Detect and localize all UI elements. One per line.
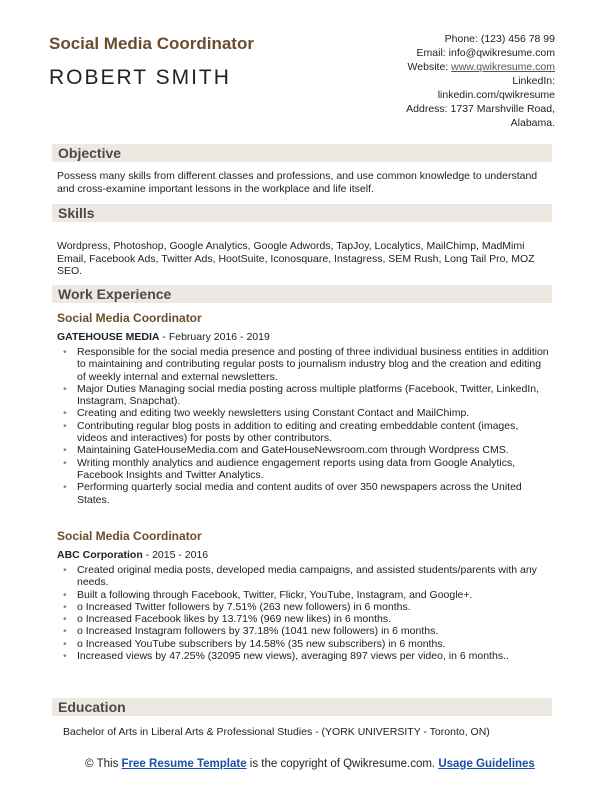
footer-middle: is the copyright of Qwikresume.com.: [246, 758, 439, 770]
contact-website: [305, 60, 555, 74]
job-bullets: [57, 564, 549, 662]
email-value[interactable]: info@qwikresume.com: [448, 47, 555, 59]
job-company-line: [57, 330, 549, 344]
section-objective-title: Objective: [58, 145, 122, 161]
bullet-item: • o Increased Instagram followers by 37.18% (1041 new followers) in 6 months.: [57, 625, 549, 637]
objective-text: Possess many skills from different classes and professions, and use common knowledge to understand and cross-examine important lessons in the workplace and life itself.: [57, 170, 538, 195]
contact-address: [305, 102, 555, 116]
section-education-header: [52, 698, 552, 716]
free-resume-template-link[interactable]: Free Resume Template: [121, 758, 247, 770]
website-link[interactable]: www.qwikresume.com: [451, 61, 555, 73]
job-entry: [57, 311, 549, 506]
skills-text: Wordpress, Photoshop, Google Analytics, Google Adwords, TapJoy, Localytics, MailChimp, MadMimi Email, Facebook Ads, Twitter Ads, HootSuite, Iconosquare, Instagress, SEM Rush, Long Tail Pro, MOZ SEO.: [57, 240, 535, 277]
footer-prefix: © This: [85, 758, 122, 770]
contact-block: [305, 32, 555, 130]
email-label: Email:: [416, 47, 446, 59]
bullet-item: • Writing monthly analytics and audience engagement reports using data from Google Analytics, Facebook Insights and Twitter Analytics.: [57, 457, 549, 482]
bullet-item: • Created original media posts, developed media campaigns, and assisted students/parents with any needs.: [57, 564, 549, 589]
bullet-item: • o Increased Twitter followers by 7.51% (263 new followers) in 6 months.: [57, 601, 549, 613]
job-entry: [57, 529, 549, 662]
bullet-item: • o Increased Facebook likes by 13.71% (969 new likes) in 6 months.: [57, 613, 549, 625]
job-dates: - February 2016 - 2019: [159, 331, 270, 343]
bullet-item: • Responsible for the social media presence and posting of three individual business entities in addition to maintaining and contributing regular posts to journalism industry blog and the creation and editing of weekly internal and external newsletters.: [57, 346, 549, 383]
job-role: Social Media Coordinator: [57, 311, 202, 325]
bullet-item: • o Increased YouTube subscribers by 14.58% (35 new subscribers) in 6 months.: [57, 638, 549, 650]
job-title: Social Media Coordinator: [49, 34, 254, 53]
copyright-footer: [60, 757, 560, 771]
contact-address-line2: Alabama.: [510, 117, 555, 129]
resume-header: [49, 32, 555, 132]
section-experience-title: Work Experience: [58, 286, 172, 302]
section-skills-header: [52, 204, 552, 222]
job-bullets: [57, 346, 549, 506]
website-label: Website:: [407, 61, 449, 73]
section-experience-header: [52, 285, 552, 303]
usage-guidelines-link[interactable]: Usage Guidelines: [438, 758, 535, 770]
company-name: GATEHOUSE MEDIA: [57, 331, 160, 343]
phone-value: (123) 456 78 99: [480, 33, 555, 45]
address-label: Address:: [406, 103, 448, 115]
bullet-item: • Built a following through Facebook, Twitter, Flickr, YouTube, Instagram, and Google+.: [57, 589, 549, 601]
bullet-item: • Performing quarterly social media and content audits of over 350 newspapers across the United States.: [57, 481, 549, 506]
bullet-item: • Maintaining GateHouseMedia.com and GateHouseNewsroom.com through Wordpress CMS.: [57, 444, 549, 456]
person-name: ROBERT SMITH: [49, 66, 231, 89]
phone-label: Phone:: [444, 33, 478, 45]
section-objective-header: [52, 144, 552, 162]
bullet-item: • Increased views by 47.25% (32095 new views), averaging 897 views per video, in 6 months..: [57, 650, 549, 662]
job-role: Social Media Coordinator: [57, 529, 202, 543]
address-line1: 1737 Marshville Road,: [450, 103, 555, 115]
bullet-item: • Creating and editing two weekly newsletters using Constant Contact and MailChimp.: [57, 407, 549, 419]
job-company-line: [57, 548, 549, 562]
contact-linkedin[interactable]: linkedin.com/qwikresume: [437, 89, 555, 101]
bullet-item: • Major Duties Managing social media posting across multiple platforms (Facebook, Twitter, LinkedIn, Instagram, Snapchat).: [57, 383, 549, 408]
education-text: Bachelor of Arts in Liberal Arts & Professional Studies - (YORK UNIVERSITY - Toronto, ON): [63, 726, 490, 738]
bullet-item: • Contributing regular blog posts in addition to editing and creating embeddable content (images, videos and interactives) for posts by other contributors.: [57, 420, 549, 445]
section-education-title: Education: [58, 699, 126, 715]
contact-linkedin-label: LinkedIn:: [512, 75, 555, 87]
section-skills-title: Skills: [58, 205, 95, 221]
contact-phone: [305, 32, 555, 46]
job-dates: - 2015 - 2016: [142, 549, 209, 561]
company-name: ABC Corporation: [57, 549, 143, 561]
contact-email: [305, 46, 555, 60]
